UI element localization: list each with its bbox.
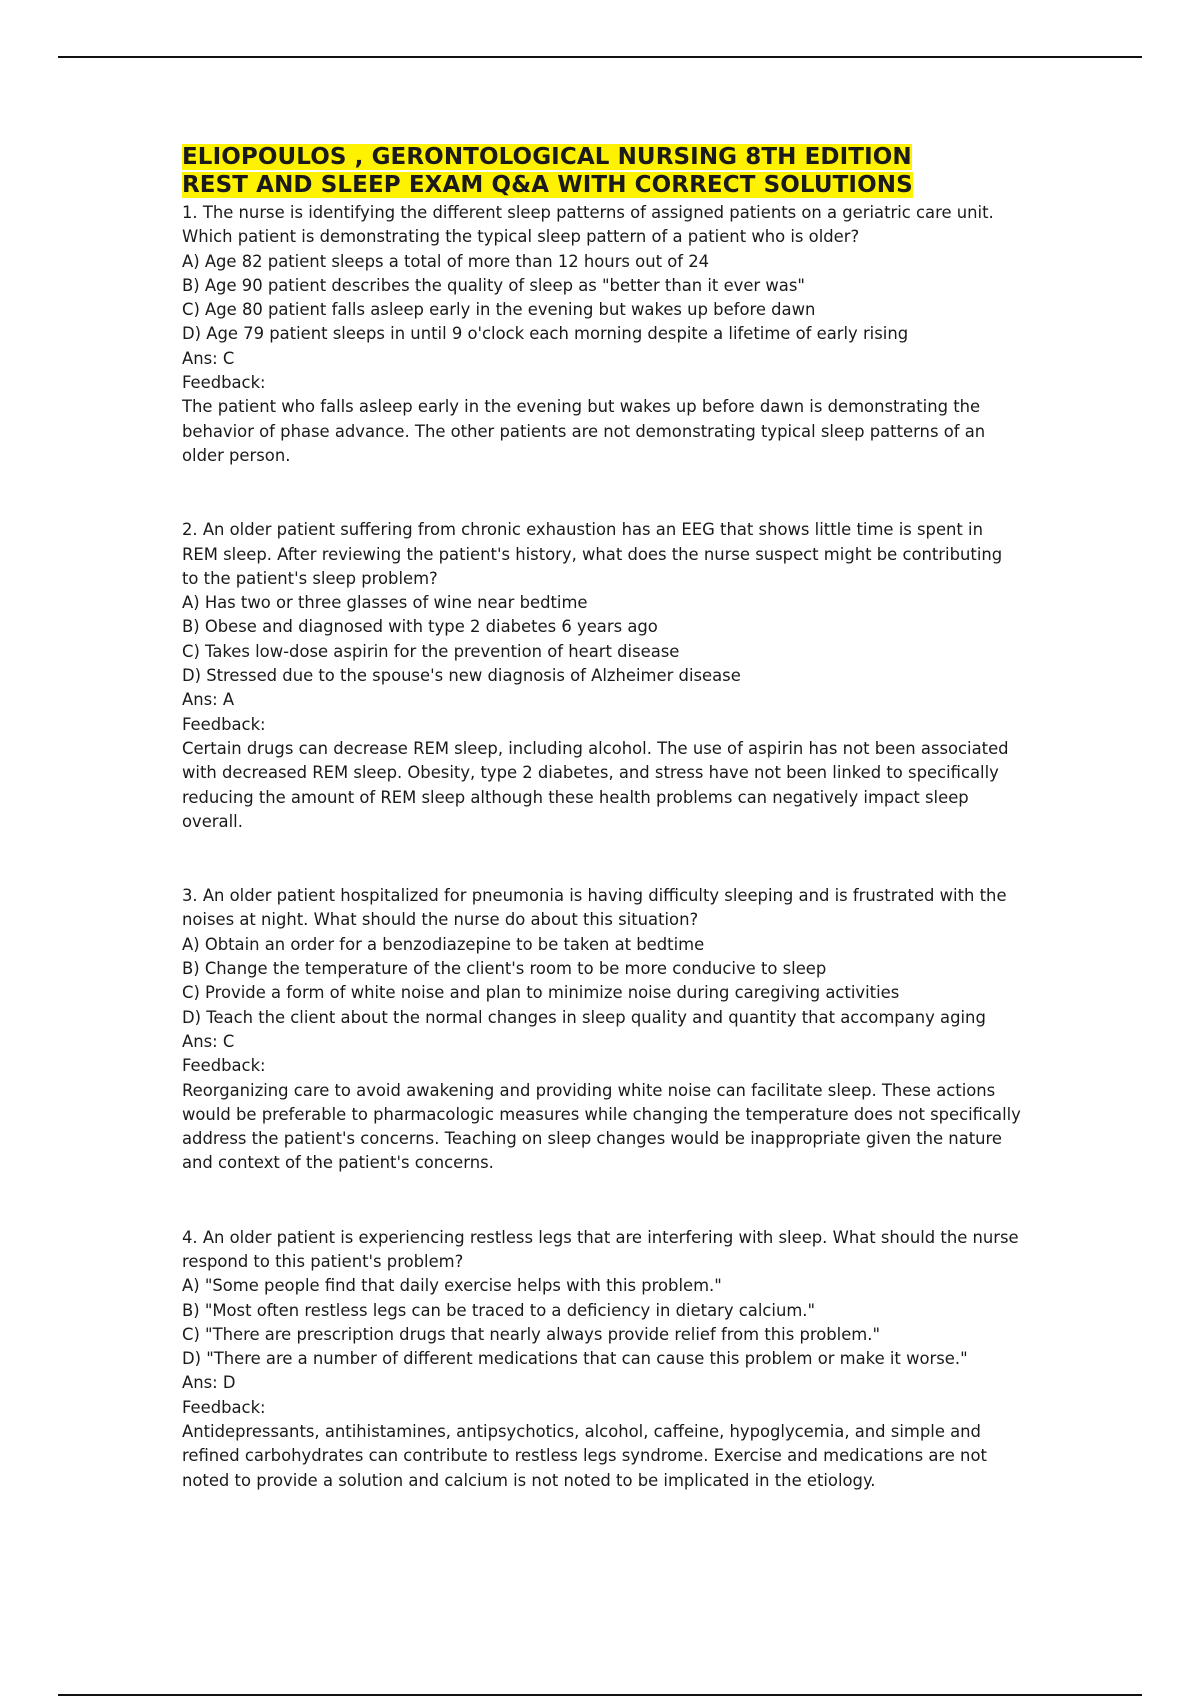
option-a: A) Has two or three glasses of wine near bedtime	[182, 593, 588, 613]
feedback-text: Certain drugs can decrease REM sleep, including alcohol. The use of aspirin has not been associated with decreased REM sleep. Obesity, type 2 diabetes, and stress have not been linked to specifically reducing the amount of REM sleep although these health problems can negatively impact sleep overall.	[182, 738, 1009, 831]
question-stem: 4. An older patient is experiencing restless legs that are interfering with sleep. What should the nurse respond to this patient's problem?	[182, 1227, 1019, 1271]
option-b: B) Age 90 patient describes the quality of sleep as "better than it ever was"	[182, 275, 805, 295]
option-a: A) "Some people find that daily exercise helps with this problem."	[182, 1276, 722, 1296]
header-rule	[58, 56, 1142, 58]
feedback-label: Feedback:	[182, 373, 266, 393]
option-a: A) Obtain an order for a benzodiazepine to be taken at bedtime	[182, 934, 705, 954]
question-1	[182, 201, 1022, 468]
title-line-1: ELIOPOULOS , GERONTOLOGICAL NURSING 8TH EDITION	[182, 144, 912, 170]
option-d: D) Stressed due to the spouse's new diagnosis of Alzheimer disease	[182, 666, 741, 686]
answer: Ans: A	[182, 690, 235, 710]
answer: Ans: C	[182, 348, 235, 368]
feedback-label: Feedback:	[182, 714, 266, 734]
question-2	[182, 518, 1022, 834]
feedback-text: Reorganizing care to avoid awakening and providing white noise can facilitate sleep. These actions would be preferable to pharmacologic measures while changing the temperature does not specifically address the patient's concerns. Teaching on sleep changes would be inappropriate given the nature and context of the patient's concerns.	[182, 1080, 1021, 1173]
option-d: D) Age 79 patient sleeps in until 9 o'clock each morning despite a lifetime of early rising	[182, 324, 909, 344]
question-stem: 1. The nurse is identifying the different sleep patterns of assigned patients on a geriatric care unit. Which patient is demonstrating the typical sleep pattern of a patient who is older?	[182, 203, 994, 247]
answer: Ans: D	[182, 1373, 236, 1393]
option-c: C) Provide a form of white noise and plan to minimize noise during caregiving activities	[182, 983, 900, 1003]
document-body	[182, 143, 1022, 1493]
option-d: D) Teach the client about the normal changes in sleep quality and quantity that accompany aging	[182, 1007, 986, 1027]
feedback-label: Feedback:	[182, 1397, 266, 1417]
option-b: B) Obese and diagnosed with type 2 diabetes 6 years ago	[182, 617, 658, 637]
option-d: D) "There are a number of different medications that can cause this problem or make it worse."	[182, 1349, 968, 1369]
feedback-text: Antidepressants, antihistamines, antipsychotics, alcohol, caffeine, hypoglycemia, and simple and refined carbohydrates can contribute to restless legs syndrome. Exercise and medications are not noted to provide a solution and calcium is not noted to be implicated in the etiology.	[182, 1422, 987, 1490]
feedback-text: The patient who falls asleep early in the evening but wakes up before dawn is demonstrating the behavior of phase advance. The other patients are not demonstrating typical sleep patterns of an older person.	[182, 397, 986, 465]
question-stem: 2. An older patient suffering from chronic exhaustion has an EEG that shows little time is spent in REM sleep. After reviewing the patient's history, what does the nurse suspect might be contributing to the patient's sleep problem?	[182, 520, 1003, 588]
question-stem: 3. An older patient hospitalized for pneumonia is having difficulty sleeping and is frustrated with the noises at night. What should the nurse do about this situation?	[182, 886, 1007, 930]
question-4	[182, 1226, 1022, 1493]
option-b: B) Change the temperature of the client's room to be more conducive to sleep	[182, 959, 827, 979]
option-a: A) Age 82 patient sleeps a total of more than 12 hours out of 24	[182, 251, 710, 271]
title-line-2: REST AND SLEEP EXAM Q&A WITH CORRECT SOLUTIONS	[182, 172, 913, 198]
feedback-label: Feedback:	[182, 1056, 266, 1076]
option-c: C) "There are prescription drugs that nearly always provide relief from this problem."	[182, 1324, 881, 1344]
option-c: C) Takes low-dose aspirin for the prevention of heart disease	[182, 641, 680, 661]
footer-rule	[58, 1694, 1142, 1696]
document-title	[182, 143, 1022, 199]
question-3	[182, 884, 1022, 1176]
option-c: C) Age 80 patient falls asleep early in the evening but wakes up before dawn	[182, 300, 816, 320]
option-b: B) "Most often restless legs can be traced to a deficiency in dietary calcium."	[182, 1300, 816, 1320]
answer: Ans: C	[182, 1031, 235, 1051]
